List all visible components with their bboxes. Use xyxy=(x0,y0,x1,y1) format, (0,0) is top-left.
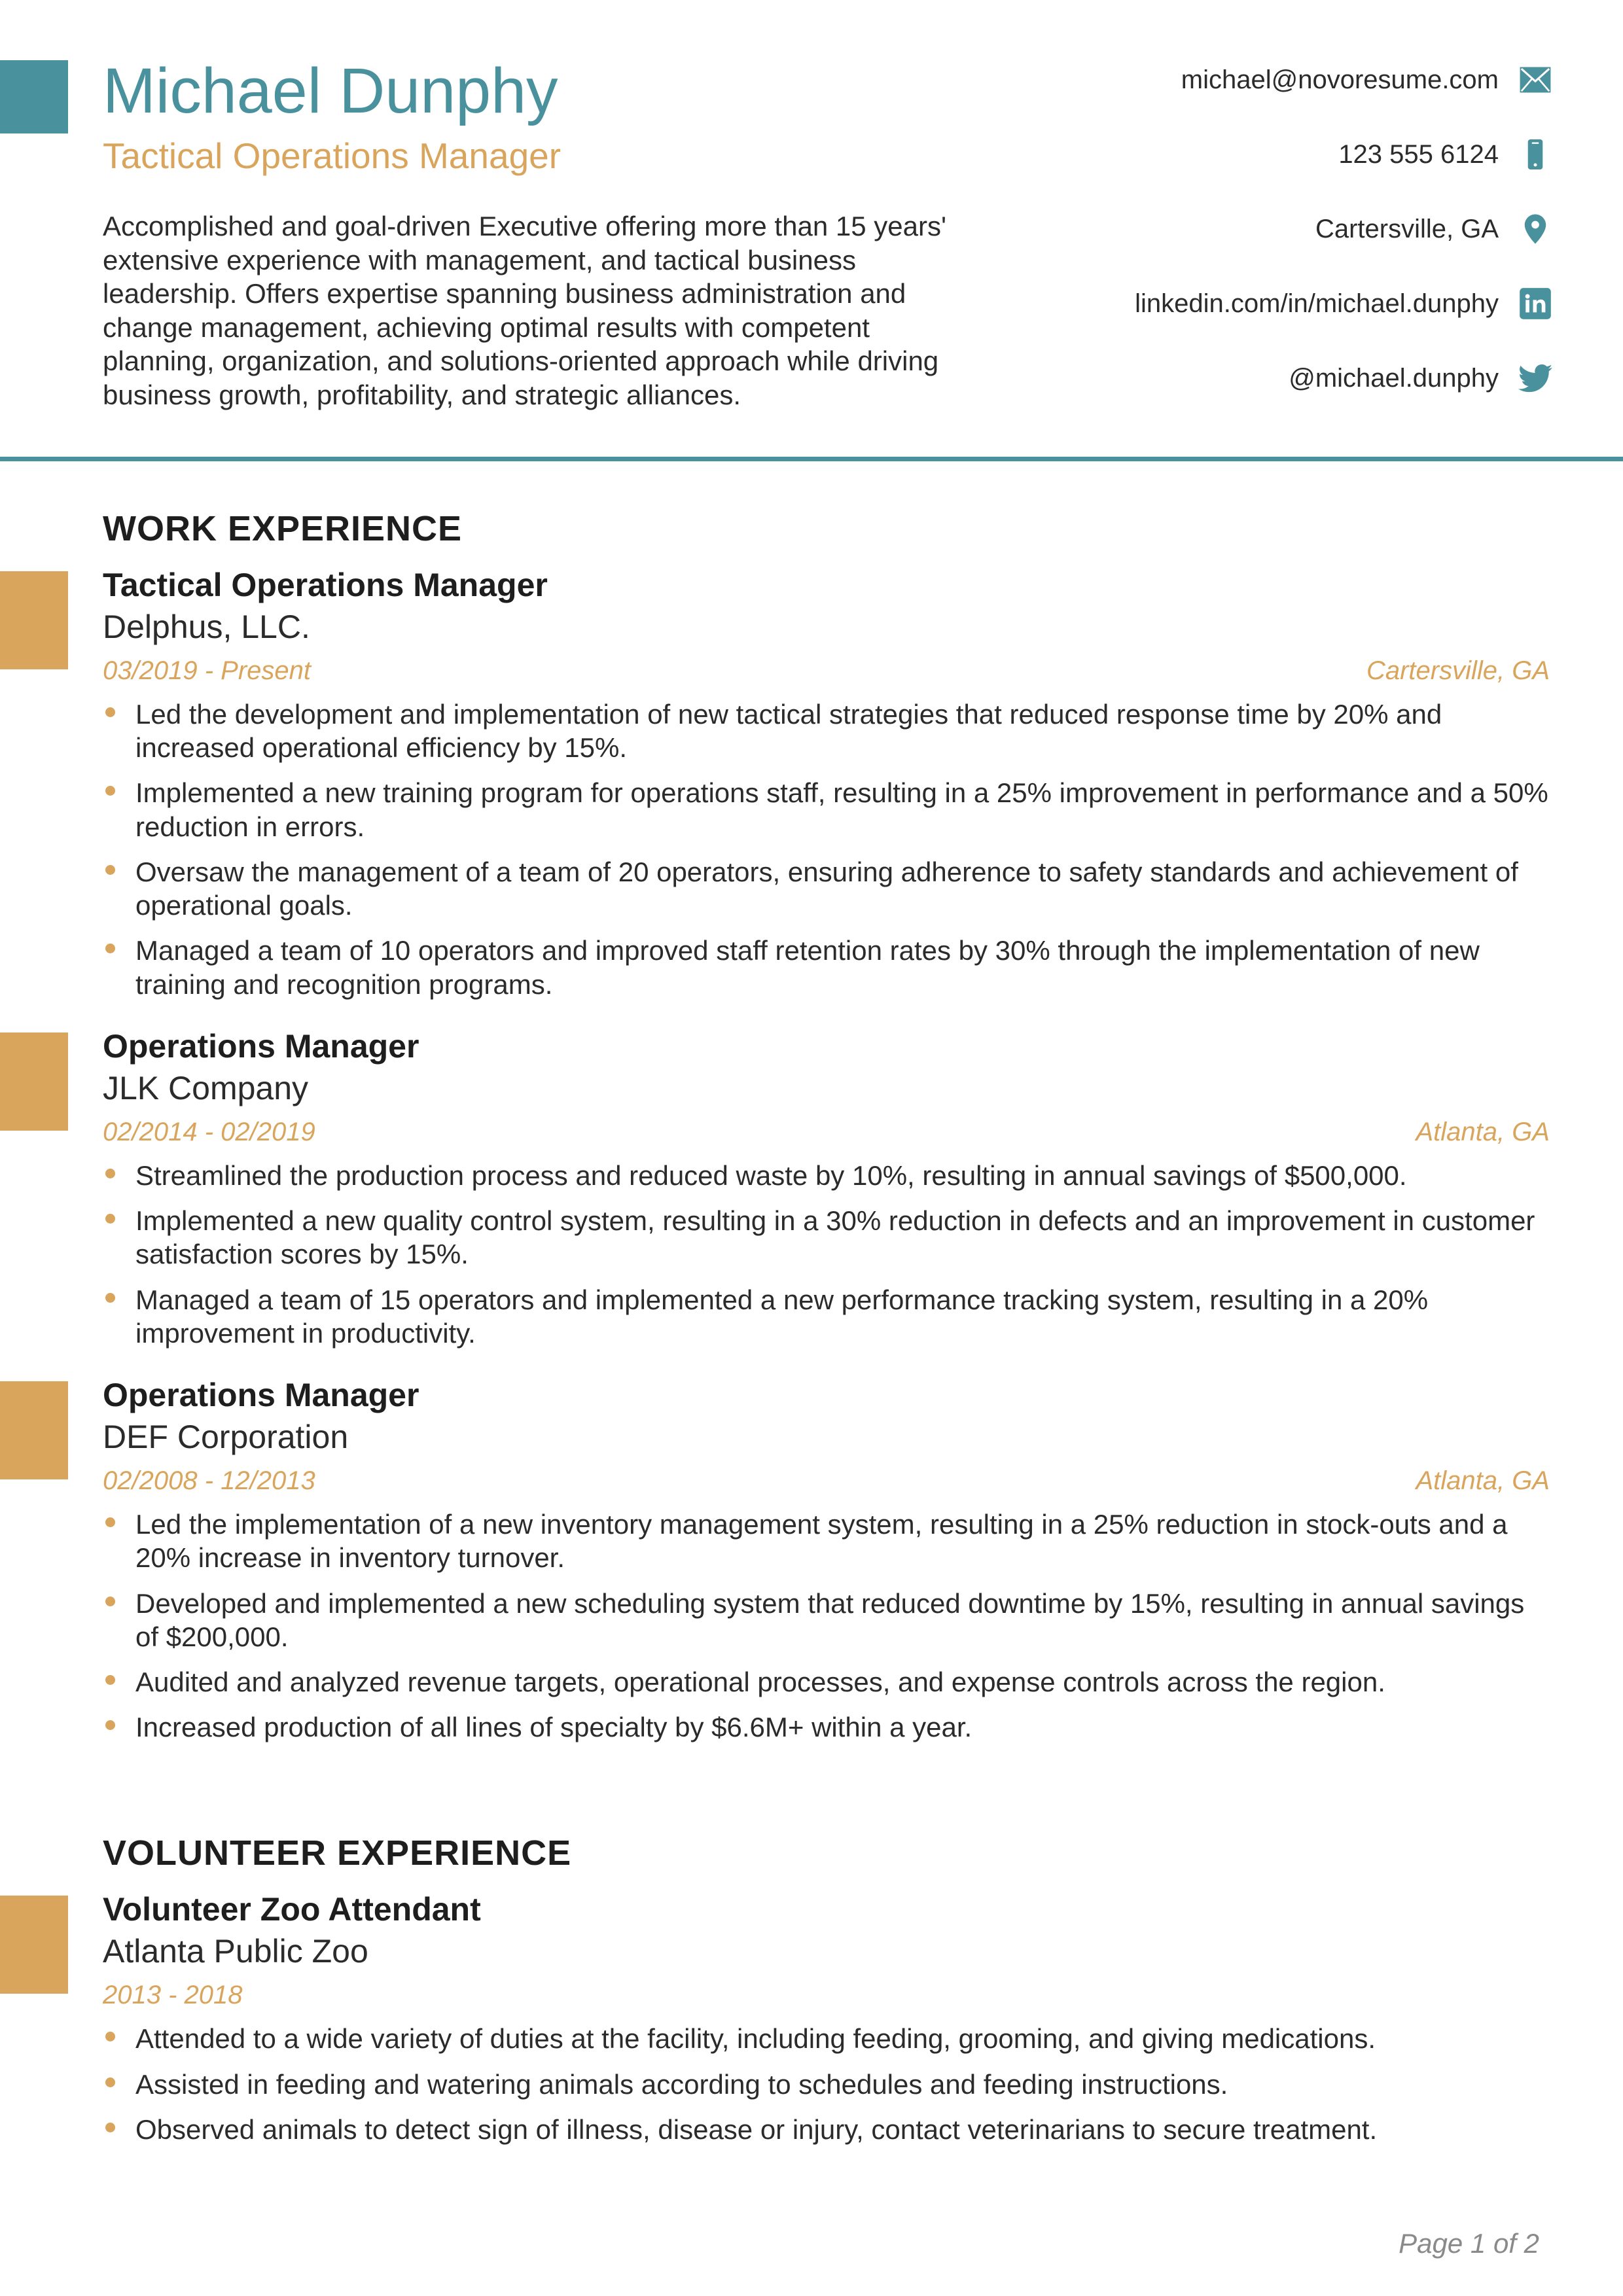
person-name: Michael Dunphy xyxy=(103,55,558,126)
contact-row-linkedin xyxy=(1135,287,1552,321)
linkedin-value: linkedin.com/in/michael.dunphy xyxy=(1135,289,1499,318)
entry-organization: DEF Corporation xyxy=(103,1419,349,1456)
bullet-item: Led the development and implementation of new tactical strategies that reduced response time by 20% and increased operational efficiency by 15%. xyxy=(103,698,1550,764)
profile-summary: Accomplished and goal-driven Executive offering more than 15 years' extensive experience with management, and tactical business leadership. Offers expertise spanning business administration and change management, achieving optimal results with competent planning, organization, and solutions-oriented approach while driving business growth, profitability, and strategic alliances. xyxy=(103,210,946,411)
section-entries xyxy=(103,1890,1550,2146)
phone-icon xyxy=(1518,137,1552,171)
contact-row-twitter xyxy=(1135,361,1552,395)
entry-bullet-list xyxy=(103,2022,1550,2146)
entry-accent-bar xyxy=(0,1896,68,1994)
entry-accent-bar xyxy=(0,1381,68,1479)
entry-bullet-list xyxy=(103,1159,1550,1350)
contact-list xyxy=(1135,63,1552,436)
entry-accent-bar xyxy=(0,1033,68,1131)
header-separator-line xyxy=(0,457,1623,461)
entry-bullet-list xyxy=(103,1508,1550,1744)
bullet-item: Assisted in feeding and watering animals according to schedules and feeding instructions. xyxy=(103,2068,1550,2101)
entry-organization: JLK Company xyxy=(103,1069,309,1106)
experience-entry xyxy=(103,1376,1550,1744)
experience-entry xyxy=(103,1890,1550,2146)
twitter-icon xyxy=(1518,361,1552,395)
entry-location: Cartersville, GA xyxy=(1366,656,1550,685)
contact-row-email xyxy=(1135,63,1552,97)
entry-meta xyxy=(103,1981,1550,2010)
header-accent-square xyxy=(0,60,68,133)
entry-title: Operations Manager xyxy=(103,1027,419,1065)
section-heading: WORK EXPERIENCE xyxy=(103,509,463,548)
bullet-item: Managed a team of 15 operators and implemented a new performance tracking system, resulting in a 20% improvement in productivity. xyxy=(103,1283,1550,1350)
bullet-item: Audited and analyzed revenue targets, operational processes, and expense controls across the region. xyxy=(103,1665,1550,1699)
entry-title: Operations Manager xyxy=(103,1377,419,1414)
experience-entry xyxy=(103,1027,1550,1350)
entry-dates: 2013 - 2018 xyxy=(103,1981,243,2010)
location-icon xyxy=(1518,212,1552,246)
bullet-item: Managed a team of 10 operators and improved staff retention rates by 30% through the implementation of new training and recognition programs. xyxy=(103,934,1550,1000)
entry-meta xyxy=(103,1118,1550,1147)
resume-header xyxy=(0,0,1623,461)
page-number: Page 1 of 2 xyxy=(1399,2228,1539,2259)
entry-accent-bar xyxy=(0,571,68,669)
twitter-value: @michael.dunphy xyxy=(1289,363,1499,393)
bullet-item: Attended to a wide variety of duties at the facility, including feeding, grooming, and giving medications. xyxy=(103,2022,1550,2055)
phone-value: 123 555 6124 xyxy=(1338,139,1499,169)
entry-location: Atlanta, GA xyxy=(1416,1466,1550,1496)
contact-row-phone xyxy=(1135,137,1552,171)
person-job-title: Tactical Operations Manager xyxy=(103,135,562,176)
entry-meta xyxy=(103,656,1550,686)
entry-dates: 03/2019 - Present xyxy=(103,656,311,685)
entry-dates: 02/2014 - 02/2019 xyxy=(103,1117,315,1146)
section-entries xyxy=(103,566,1550,1744)
bullet-item: Implemented a new training program for operations staff, resulting in a 25% improvement in performance and a 50% reduction in errors. xyxy=(103,776,1550,843)
entry-title: Tactical Operations Manager xyxy=(103,567,548,603)
bullet-item: Increased production of all lines of specialty by $6.6M+ within a year. xyxy=(103,1710,1550,1744)
bullet-item: Oversaw the management of a team of 20 operators, ensuring adherence to safety standards and achievement of operational goals. xyxy=(103,855,1550,922)
entry-bullet-list xyxy=(103,698,1550,1001)
linkedin-icon xyxy=(1518,287,1552,321)
email-value: michael@novoresume.com xyxy=(1181,65,1499,94)
entry-organization: Atlanta Public Zoo xyxy=(103,1933,368,1970)
entry-location: Atlanta, GA xyxy=(1416,1117,1550,1146)
experience-entry xyxy=(103,566,1550,1001)
entry-organization: Delphus, LLC. xyxy=(103,609,310,645)
email-icon xyxy=(1518,63,1552,97)
bullet-item: Developed and implemented a new scheduling system that reduced downtime by 15%, resulting in annual savings of $200,000. xyxy=(103,1587,1550,1653)
location-value: Cartersville, GA xyxy=(1315,214,1499,243)
bullet-item: Streamlined the production process and reduced waste by 10%, resulting in annual savings of $500,000. xyxy=(103,1159,1550,1192)
entry-dates: 02/2008 - 12/2013 xyxy=(103,1466,315,1496)
entry-meta xyxy=(103,1466,1550,1496)
bullet-item: Observed animals to detect sign of illness, disease or injury, contact veterinarians to secure treatment. xyxy=(103,2113,1550,2146)
entry-title: Volunteer Zoo Attendant xyxy=(103,1891,481,1928)
document-body xyxy=(103,461,1550,2146)
bullet-item: Led the implementation of a new inventory management system, resulting in a 25% reduction in stock-outs and a 20% increase in inventory turnover. xyxy=(103,1508,1550,1574)
section-heading: VOLUNTEER EXPERIENCE xyxy=(103,1833,572,1873)
resume-section xyxy=(103,1770,1550,2146)
resume-section xyxy=(103,461,1550,1744)
contact-row-location xyxy=(1135,212,1552,246)
bullet-item: Implemented a new quality control system, resulting in a 30% reduction in defects and an improvement in customer satisfaction scores by 15%. xyxy=(103,1204,1550,1271)
